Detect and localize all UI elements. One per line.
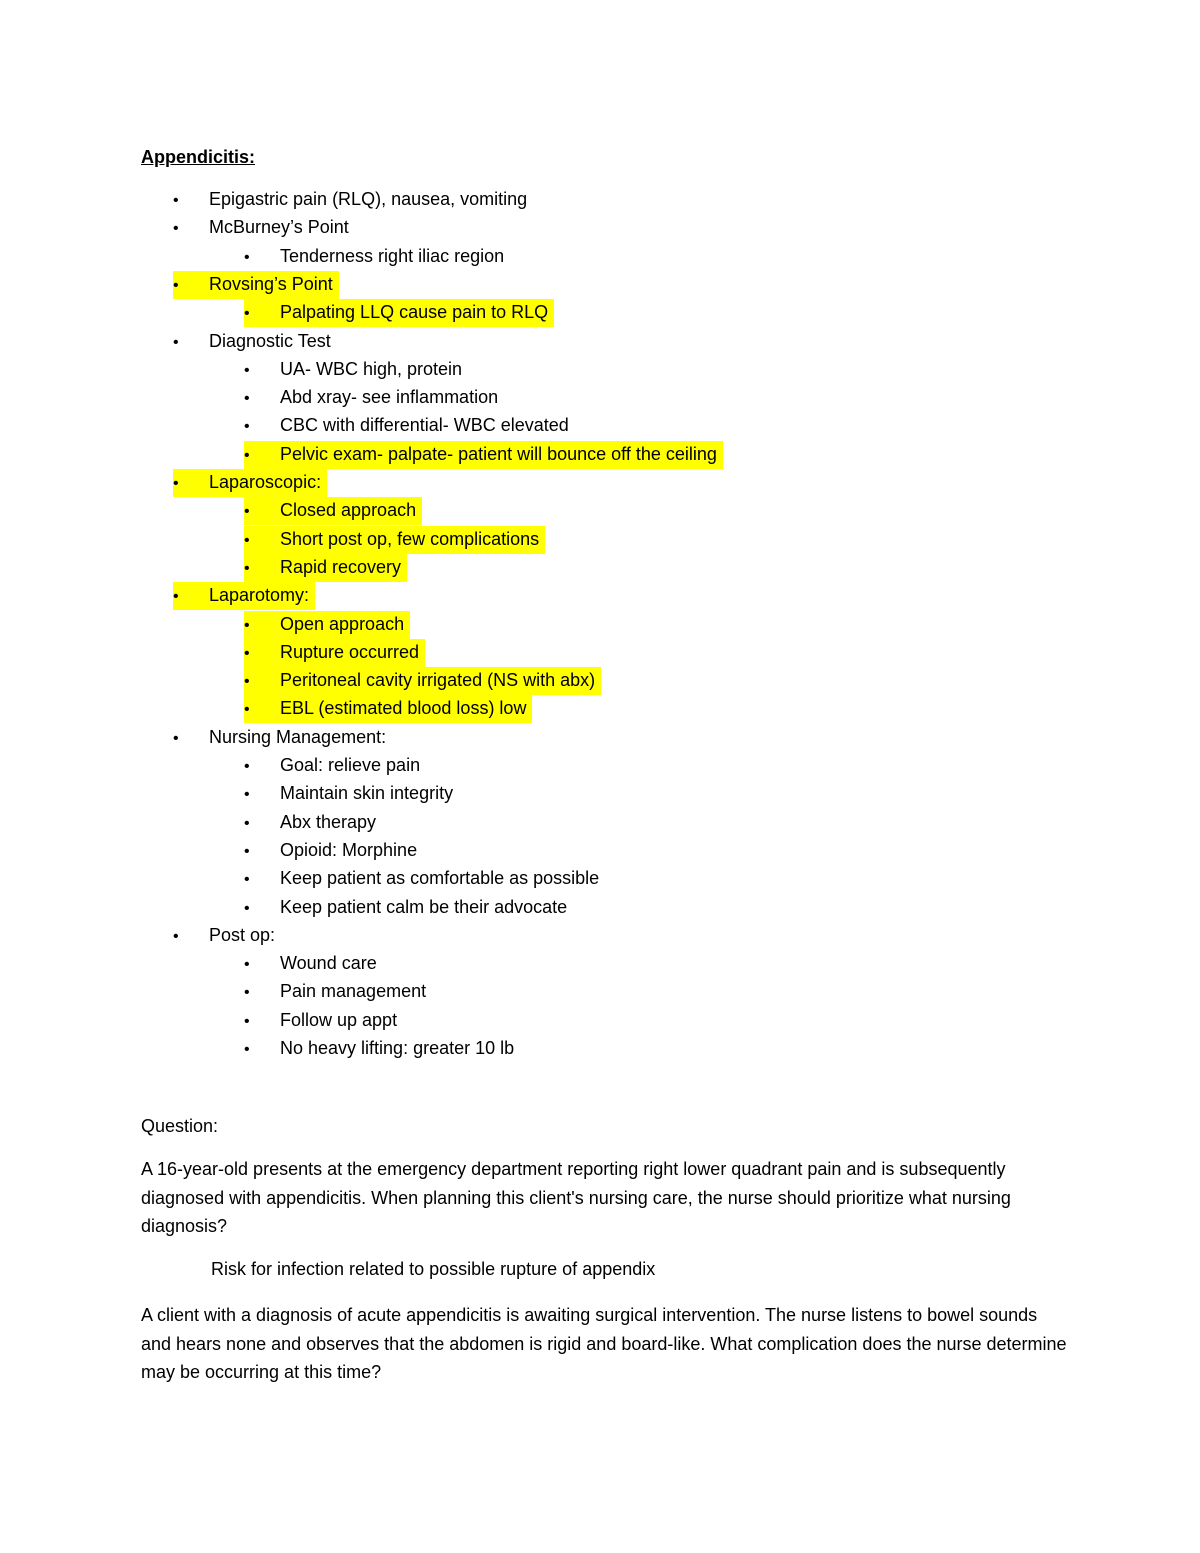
list-item-text: Post op: [209, 924, 276, 945]
bullet-icon: • [244, 503, 250, 521]
bullet-icon: • [244, 1041, 250, 1058]
list-item-text: Epigastric pain (RLQ), nausea, vomiting [209, 189, 528, 209]
list-item [244, 611, 410, 637]
list-item [173, 922, 281, 948]
bullet-icon: • [173, 729, 179, 747]
list-item-text: UA- WBC high, protein [280, 358, 463, 379]
bullet-icon: • [173, 192, 179, 209]
list-item [244, 497, 422, 523]
list-item-highlight [244, 384, 504, 412]
list-item-text: Closed approach [280, 500, 417, 521]
bullet-icon: • [244, 984, 250, 1002]
list-item [244, 837, 423, 863]
list-item-highlight [244, 611, 410, 639]
bullet-icon: • [173, 927, 179, 945]
list-item-text: Peritoneal cavity irrigated (NS with abx) [280, 670, 596, 691]
bullet-icon: • [244, 673, 250, 691]
list-item-text: Abx therapy [280, 811, 377, 832]
list-item [244, 667, 601, 693]
bullet-icon: • [173, 333, 179, 351]
bullet-icon: • [244, 758, 250, 775]
bullet-icon: • [244, 248, 250, 266]
list-item-highlight [244, 978, 432, 1006]
list-item [173, 724, 392, 750]
bullet-icon: • [244, 1012, 250, 1030]
list-item-text: McBurney’s Point [209, 217, 349, 238]
list-item-highlight [244, 894, 573, 922]
list-item-text: Maintain skin integrity [280, 783, 454, 804]
list-item-text: Rupture occurred [280, 641, 420, 662]
bullet-icon: • [244, 390, 250, 408]
bullet-icon: • [244, 559, 250, 577]
list-item-text: Goal: relieve pain [280, 755, 421, 775]
list-item [244, 441, 723, 467]
bullet-icon: • [173, 475, 179, 492]
list-item [173, 186, 533, 212]
list-item-highlight [173, 922, 281, 950]
list-item-highlight [244, 554, 407, 582]
bullet-icon: • [173, 276, 179, 294]
list-item-highlight [244, 950, 383, 978]
list-item-text: EBL (estimated blood loss) low [280, 698, 527, 719]
question-label: Question: [141, 1116, 219, 1136]
list-item-text: Laparoscopic: [209, 472, 322, 492]
list-item-text: Abd xray- see inflammation [280, 387, 499, 408]
list-item-highlight [244, 639, 425, 667]
list-item [173, 214, 355, 240]
list-item-text: Follow up appt [280, 1009, 398, 1030]
document-title: Appendicitis: [141, 147, 256, 167]
list-item-highlight [244, 412, 575, 440]
list-item-highlight [173, 469, 327, 497]
list-item [173, 469, 327, 495]
bullet-icon: • [244, 842, 250, 860]
list-item [244, 865, 605, 891]
list-item-text: Short post op, few complications [280, 528, 540, 549]
bullet-icon: • [244, 644, 250, 662]
list-item [173, 271, 339, 297]
bullet-icon: • [244, 814, 250, 832]
list-item [244, 412, 575, 438]
bullet-icon: • [244, 446, 250, 464]
list-item-text: Pain management [280, 981, 427, 1002]
list-item-text: Palpating LLQ cause pain to RLQ [280, 302, 549, 323]
bullet-icon: • [244, 616, 250, 634]
list-item [244, 950, 383, 976]
list-item-highlight [244, 752, 426, 780]
list-item [244, 554, 407, 580]
bullet-icon: • [244, 305, 250, 323]
list-item-text: No heavy lifting: greater 10 lb [280, 1038, 515, 1058]
list-item-text: Keep patient calm be their advocate [280, 896, 568, 917]
list-item-highlight [244, 809, 382, 837]
list-item [244, 978, 432, 1004]
list-item-highlight [173, 271, 339, 299]
list-item-highlight [244, 837, 423, 865]
bullet-icon: • [244, 956, 250, 974]
bullet-icon: • [244, 361, 250, 379]
list-item-highlight [244, 356, 468, 384]
list-item [173, 582, 315, 608]
list-item-highlight [173, 724, 392, 752]
list-item-text: Wound care [280, 953, 377, 974]
list-item-highlight [244, 667, 601, 695]
list-item-highlight [244, 1035, 520, 1063]
list-item-highlight [244, 526, 545, 554]
list-item [244, 780, 459, 806]
list-item [244, 752, 426, 778]
question-2-text: A client with a diagnosis of acute appendicitis is awaiting surgical intervention. The nurse listens to bowel sounds and hears none and observes that the abdomen is rigid and board-like. What complication does the nurse determine may be occurring at this time? [141, 1305, 1067, 1382]
list-item-text: Diagnostic Test [209, 330, 331, 351]
list-item [244, 1007, 403, 1033]
bullet-icon: • [244, 786, 250, 804]
list-item-text: Open approach [280, 613, 405, 634]
list-item [244, 695, 532, 721]
list-item-highlight [244, 497, 422, 525]
list-item-text: Rapid recovery [280, 556, 402, 577]
list-item [244, 526, 545, 552]
list-item [244, 1035, 520, 1061]
list-item-highlight [173, 328, 337, 356]
list-item [244, 639, 425, 665]
list-item-highlight [244, 243, 510, 271]
list-item [244, 384, 504, 410]
question-1-text: A 16-year-old presents at the emergency department reporting right lower quadrant pain and is subsequently diagnosed with appendicitis. When planning this client's nursing care, the nurse should prioritize what nursing diagnosis? [141, 1159, 1011, 1236]
list-item-highlight [244, 780, 459, 808]
list-item-highlight [244, 695, 532, 723]
answer-1-text: Risk for infection related to possible rupture of appendix [211, 1259, 656, 1279]
list-item-text: CBC with differential- WBC elevated [280, 415, 569, 436]
list-item [244, 243, 510, 269]
bullet-icon: • [244, 418, 250, 436]
list-item-highlight [244, 299, 554, 327]
bullet-icon: • [173, 588, 179, 606]
list-item-highlight [173, 214, 355, 242]
list-item-text: Rovsing’s Point [209, 273, 333, 294]
list-item [244, 894, 573, 920]
list-item-highlight [173, 582, 315, 610]
list-item [244, 809, 382, 835]
bullet-icon: • [244, 899, 250, 917]
bullet-icon: • [244, 531, 250, 549]
list-item-text: Pelvic exam- palpate- patient will bounce off the ceiling [280, 443, 717, 464]
bullet-icon: • [244, 871, 250, 889]
list-item-text: Keep patient as comfortable as possible [280, 868, 600, 889]
list-item-text: Laparotomy: [209, 585, 310, 606]
list-item-highlight [244, 865, 605, 893]
list-item-highlight [244, 441, 723, 469]
list-item-highlight [173, 186, 533, 214]
bullet-icon: • [244, 701, 250, 719]
list-item-text: Tenderness right iliac region [280, 245, 505, 266]
bullet-icon: • [173, 220, 179, 238]
list-item [244, 356, 468, 382]
list-item-highlight [244, 1007, 403, 1035]
list-item [244, 299, 554, 325]
list-item [173, 328, 337, 354]
list-item-text: Nursing Management: [209, 726, 387, 747]
list-item-text: Opioid: Morphine [280, 839, 418, 860]
